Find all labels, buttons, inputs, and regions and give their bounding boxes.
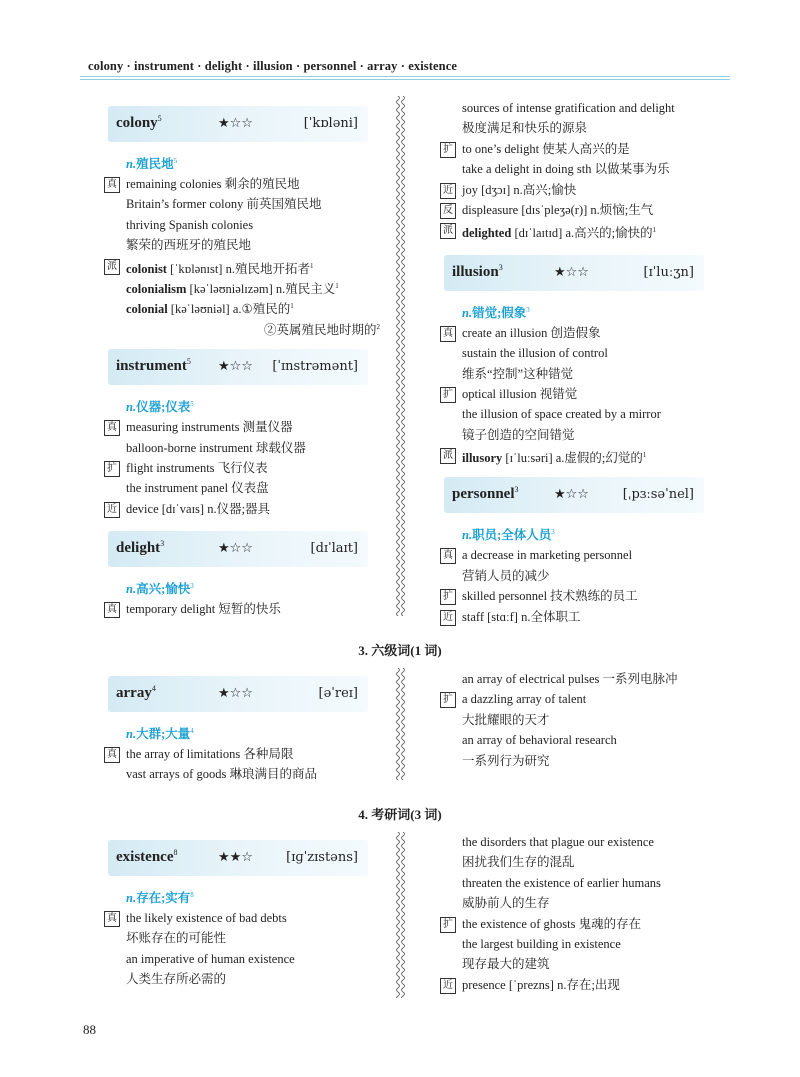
- headword-colony: colony$^5$: [116, 114, 162, 131]
- column-divider-2: [390, 668, 412, 780]
- tag-kuo: 扩: [104, 461, 120, 477]
- synonym-line: 近 device [dɪˈvaɪs] n.仪器;器具: [100, 499, 390, 519]
- headword-delight: delight$^3$: [116, 539, 165, 557]
- tag-jin: 近: [104, 502, 120, 518]
- pronunciation: [ɪɡˈzɪstəns]: [286, 850, 358, 865]
- example-line: 困扰我们生存的混乱: [462, 855, 575, 870]
- example-line: the illusion of space created by a mirror: [462, 407, 661, 422]
- example-line: an imperative of human existence: [126, 951, 295, 966]
- column-divider-1: [390, 96, 412, 616]
- example-line: 扩 to one’s delight 使某人高兴的是: [436, 139, 736, 159]
- tag-pai: 派: [440, 223, 456, 239]
- pronunciation: [ˌpɜːsəˈnel]: [622, 487, 694, 503]
- pronunciation: [ɪˈluːʒn]: [643, 264, 694, 280]
- headword-box-existence: [108, 840, 368, 876]
- example-line: 真 the array of limitations 各种局限: [100, 744, 390, 764]
- example-line: 真 remaining colonies 剩余的殖民地: [100, 174, 390, 194]
- tag-zhen: 真: [104, 747, 120, 763]
- headword-illusion: illusion$^3$: [452, 262, 503, 280]
- headword-instrument: instrument$^5$: [116, 357, 191, 375]
- part-of-speech-sense: n.殖民地$^5$: [126, 156, 178, 171]
- section-heading-3: 3. 六级词(1 词): [358, 643, 442, 658]
- synonym-line: 近 staff [stɑːf] n.全体职工: [436, 607, 736, 627]
- right-column-1: [436, 98, 736, 627]
- part-of-speech-sense: n.高兴;愉快$^3$: [126, 581, 194, 597]
- example-line: 威胁前人的生存: [462, 896, 550, 911]
- headword-box-illusion: [444, 255, 704, 291]
- example-line: 真 temporary delight 短暂的快乐: [100, 599, 390, 619]
- stars-rating: ★☆☆: [554, 264, 589, 280]
- part-of-speech-sense: n.存在;实有$^8$: [126, 890, 194, 905]
- tag-zhen: 真: [104, 420, 120, 436]
- right-column-2: [436, 669, 736, 771]
- tag-kuo: 扩: [440, 589, 456, 605]
- tag-zhen: 真: [104, 911, 120, 927]
- tag-zhen: 真: [104, 177, 120, 193]
- derivative-line: colonialism [kəˈləʊniəlɪzəm] n.殖民主义$^1$: [126, 281, 339, 297]
- page-number: 88: [83, 1022, 96, 1037]
- section-heading-4: 4. 考研词(3 词): [358, 807, 442, 822]
- tag-zhen: 真: [440, 548, 456, 564]
- example-line: 镜子创造的空间错觉: [462, 427, 575, 442]
- column-divider-3: [390, 832, 412, 998]
- headword-array: array$^4$: [116, 684, 156, 701]
- header-rule: [80, 76, 730, 77]
- derivative-line: colonial [kəˈləʊniəl] a.①殖民的$^1$: [126, 302, 294, 317]
- running-header: colony · instrument · delight · illusion · personnel · array · existence: [88, 59, 458, 73]
- example-line: 繁荣的西班牙的殖民地: [126, 238, 252, 253]
- derivative-line: 派 illusory [ɪˈluːsəri] a.虚假的;幻觉的$^1$: [436, 445, 736, 465]
- example-line: 扩 optical illusion 视错觉: [436, 384, 736, 404]
- stars-rating: ★☆☆: [218, 686, 253, 701]
- right-column-3: [436, 832, 736, 995]
- tag-kuo: 扩: [440, 142, 456, 158]
- example-line: 扩 flight instruments 飞行仪表: [100, 458, 390, 478]
- example-line: vast arrays of goods 琳琅满目的商品: [126, 767, 317, 782]
- divider-wave-left: [397, 96, 400, 616]
- stars-rating: ★☆☆: [554, 487, 589, 503]
- part-of-speech-sense: n.仪器;仪表$^5$: [126, 399, 194, 415]
- pronunciation: [əˈreɪ]: [318, 686, 358, 701]
- pronunciation: [dɪˈlaɪt]: [310, 541, 358, 557]
- example-line: sustain the illusion of control: [462, 346, 608, 361]
- example-line: 真 measuring instruments 测量仪器: [100, 417, 390, 437]
- example-line: 真 a decrease in marketing personnel: [436, 545, 736, 565]
- example-line: 扩 skilled personnel 技术熟练的员工: [436, 586, 736, 606]
- part-of-speech-sense: n.职员;全体人员$^3$: [462, 528, 555, 543]
- example-line: take a delight in doing sth 以做某事为乐: [462, 162, 670, 177]
- example-line: an array of electrical pulses 一系列电脉冲: [462, 672, 678, 686]
- tag-jin: 近: [440, 610, 456, 626]
- tag-zhen: 真: [440, 326, 456, 342]
- example-line: the largest building in existence: [462, 936, 621, 951]
- derivative-line: 派 delighted [dɪˈlaɪtɪd] a.高兴的;愉快的$^1$: [436, 220, 736, 240]
- example-line: an array of behavioral research: [462, 733, 617, 748]
- example-line: thriving Spanish colonies: [126, 217, 254, 232]
- example-line: 大批耀眼的天才: [462, 712, 550, 727]
- antonym-line: 反 displeasure [dɪsˈpleʒə(r)] n.烦恼;生气: [436, 200, 736, 220]
- headword-personnel: personnel$^3$: [452, 485, 519, 503]
- example-line: 营销人员的减少: [462, 568, 550, 583]
- left-column-2: [100, 676, 390, 785]
- synonym-line: 近 joy [dʒɔɪ] n.高兴;愉快: [436, 180, 736, 200]
- example-line: 真 the likely existence of bad debts: [100, 908, 390, 928]
- divider-wave-right: [402, 832, 405, 998]
- example-line: 扩 a dazzling array of talent: [436, 689, 736, 709]
- tag-pai: 派: [440, 448, 456, 464]
- example-line: the disorders that plague our existence: [462, 835, 654, 849]
- example-line: 一系列行为研究: [462, 753, 550, 768]
- derivative-line: ②英属殖民地时期的$^2$: [263, 322, 380, 337]
- example-line: 坏账存在的可能性: [126, 931, 227, 946]
- example-line: 现存最大的建筑: [462, 957, 550, 972]
- headword-box-personnel: [444, 477, 704, 513]
- pronunciation: [ˈɪnstrəmənt]: [272, 359, 358, 375]
- example-line: sources of intense gratification and delight: [462, 101, 675, 115]
- divider-wave-left: [397, 832, 400, 998]
- example-line: 扩 the existence of ghosts 鬼魂的存在: [436, 914, 736, 934]
- stars-rating: ★☆☆: [218, 116, 253, 131]
- example-line: balloon-borne instrument 球载仪器: [126, 440, 306, 455]
- tag-kuo: 扩: [440, 387, 456, 403]
- example-line: 真 create an illusion 创造假象: [436, 323, 736, 343]
- part-of-speech-sense: n.错觉;假象$^3$: [462, 305, 530, 320]
- tag-jin: 近: [440, 978, 456, 994]
- tag-kuo: 扩: [440, 917, 456, 933]
- header-rule-2: [80, 79, 730, 80]
- left-column-3: [100, 840, 390, 990]
- headword-box-instrument: [108, 349, 368, 385]
- tag-zhen: 真: [104, 602, 120, 618]
- tag-kuo: 扩: [440, 692, 456, 708]
- stars-rating: ★★☆: [218, 850, 253, 865]
- headword-box-array: [108, 676, 368, 712]
- tag-jin: 近: [440, 183, 456, 199]
- pronunciation: [ˈkɒləni]: [303, 116, 358, 131]
- stars-rating: ★☆☆: [218, 359, 253, 375]
- synonym-line: 近 presence [ˈprezns] n.存在;出现: [436, 975, 736, 995]
- tag-pai: 派: [104, 259, 120, 275]
- example-line: Britain’s former colony 前英国殖民地: [126, 197, 322, 212]
- divider-wave-right: [402, 668, 405, 780]
- derivative-line: 派 colonist [ˈkɒlənɪst] n.殖民地开拓者$^1$: [100, 256, 390, 276]
- part-of-speech-sense: n.大群;大量$^4$: [126, 726, 194, 741]
- example-line: 人类生存所必需的: [126, 972, 227, 987]
- example-line: the instrument panel 仪表盘: [126, 481, 269, 496]
- stars-rating: ★☆☆: [218, 541, 253, 557]
- tag-fan: 反: [440, 203, 456, 219]
- example-line: 极度满足和快乐的源泉: [462, 121, 588, 136]
- headword-existence: existence$^8$: [116, 848, 178, 865]
- divider-wave-left: [397, 668, 400, 780]
- example-line: threaten the existence of earlier humans: [462, 875, 661, 890]
- left-column-1: [100, 106, 390, 619]
- headword-box-delight: [108, 531, 368, 567]
- divider-wave-right: [402, 96, 405, 616]
- example-line: 维系“控制”这种错觉: [462, 366, 574, 381]
- headword-box-colony: [108, 106, 368, 142]
